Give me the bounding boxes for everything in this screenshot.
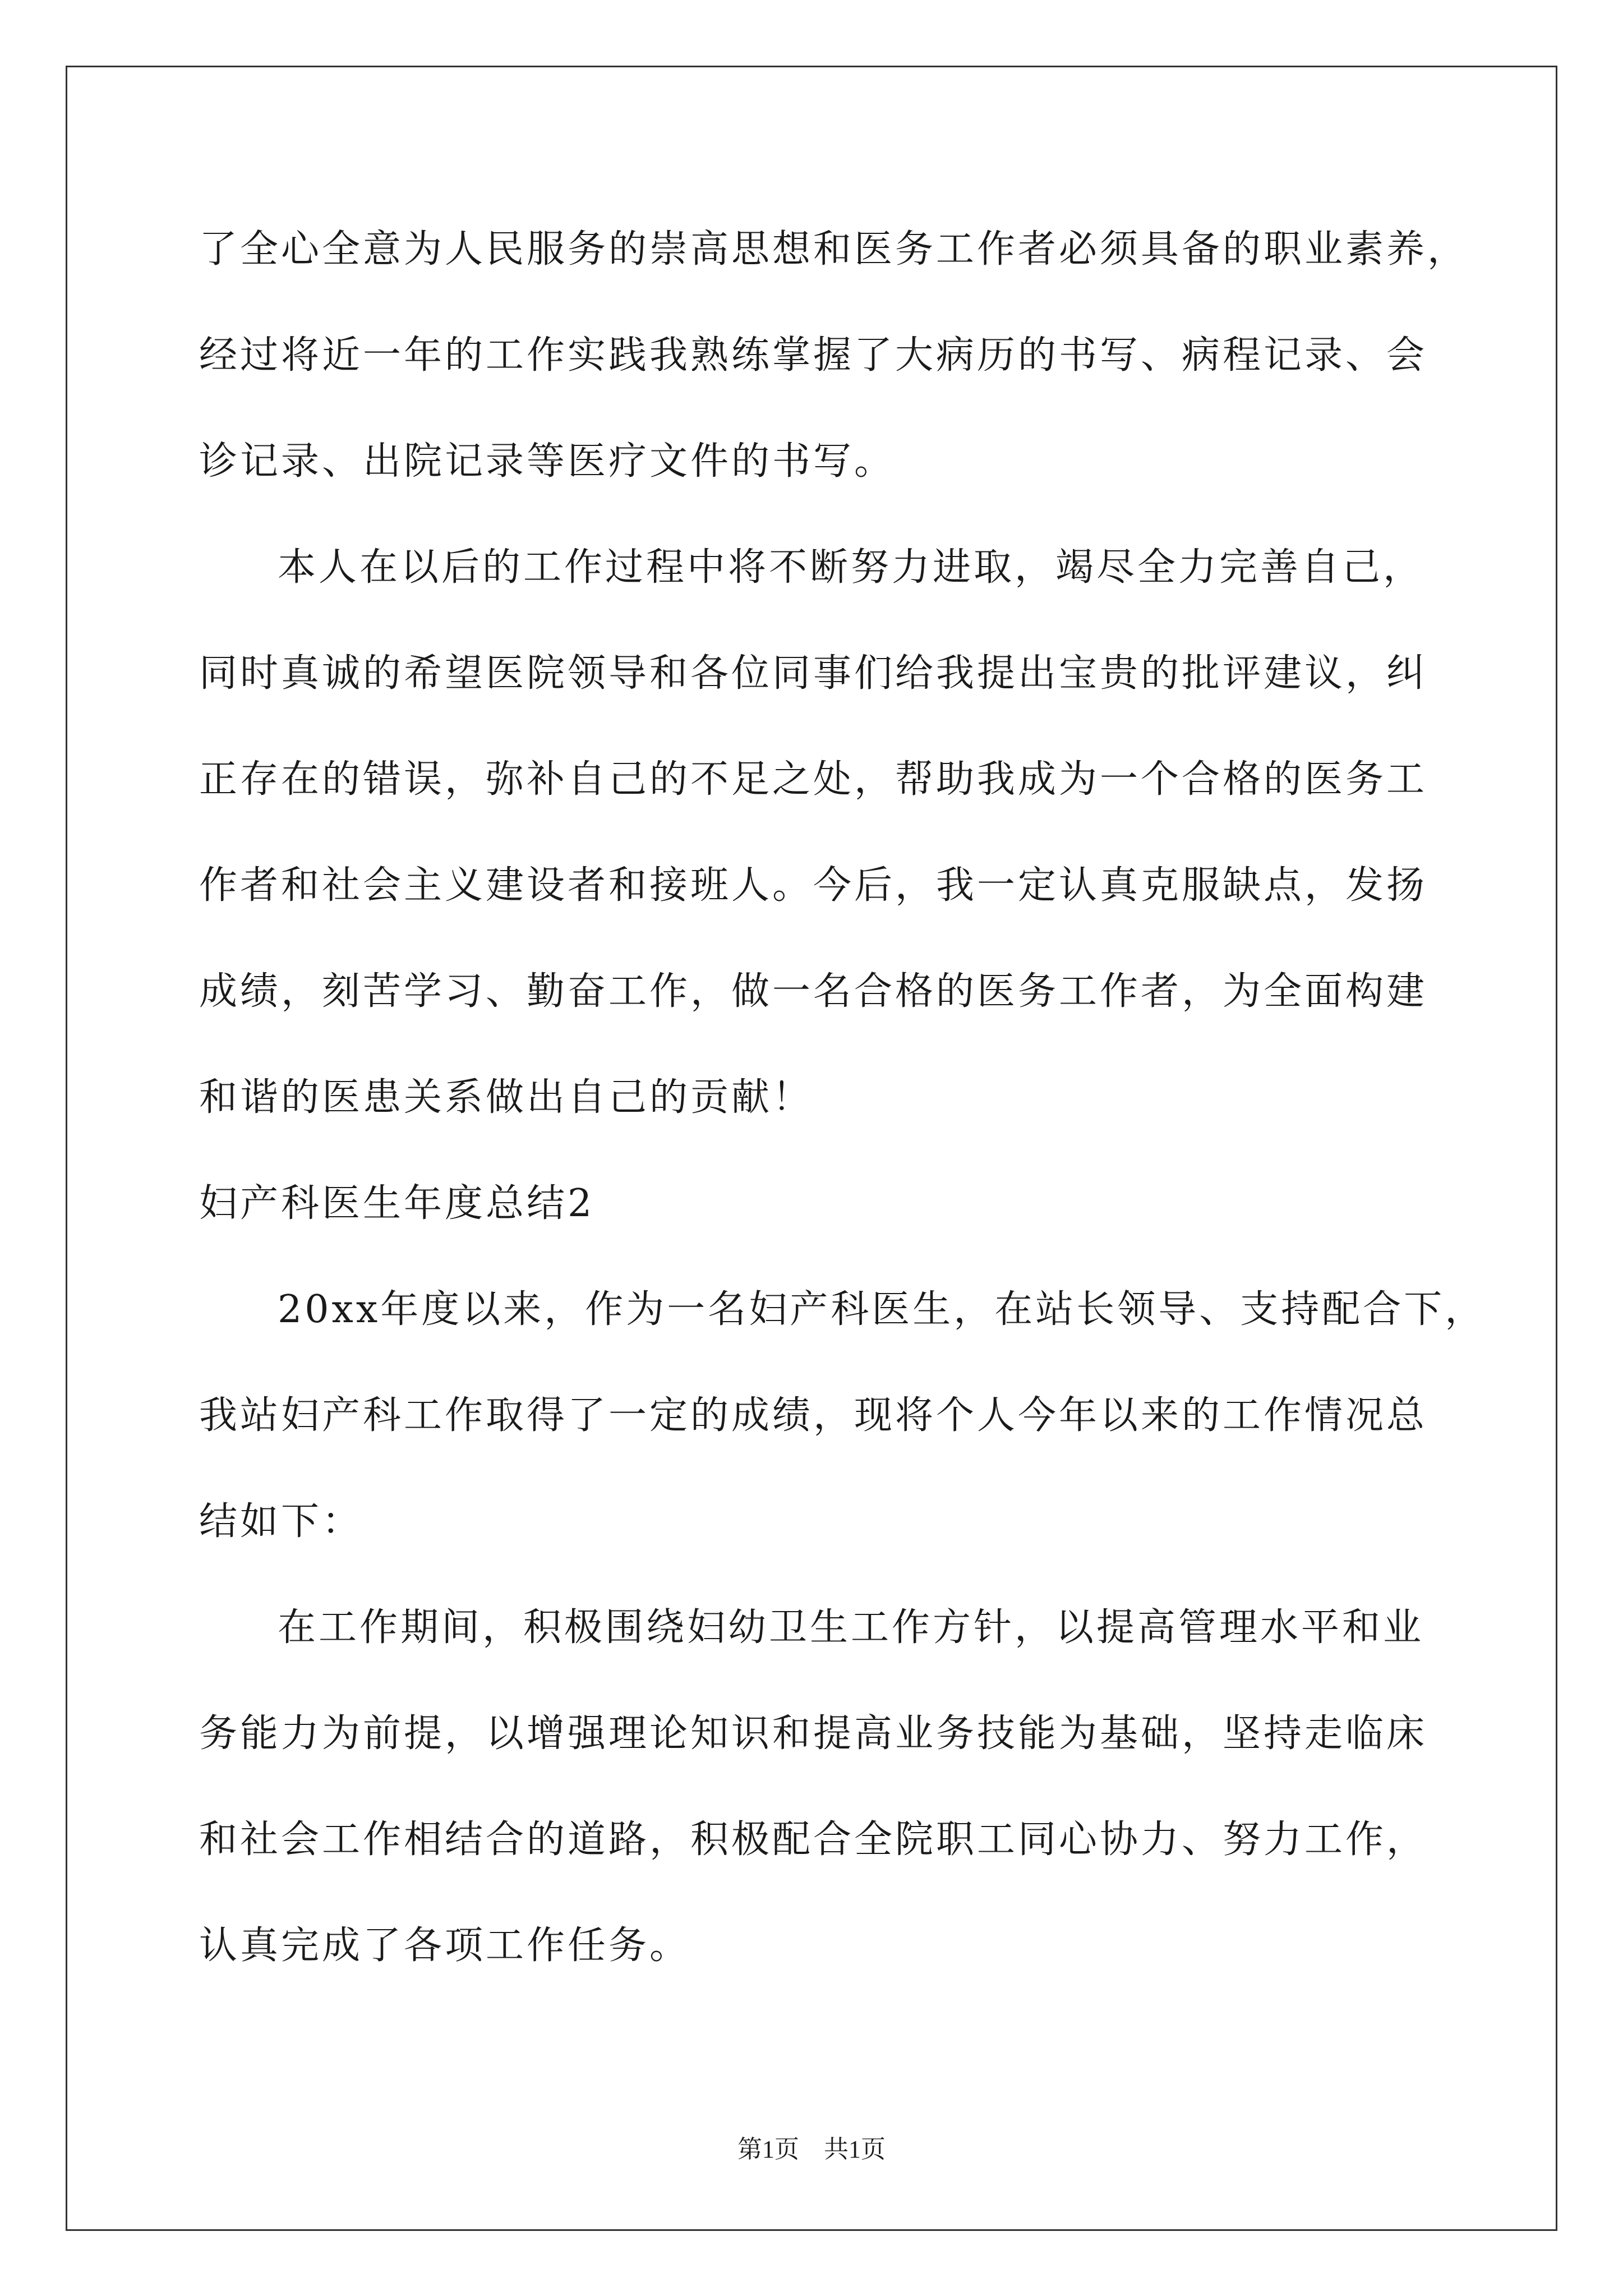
paragraph-line: 和谐的医患关系做出自己的贡献！	[199, 1075, 814, 1120]
section-heading: 妇产科医生年度总结2	[199, 1181, 595, 1226]
paragraph-line: 成绩，刻苦学习、勤奋工作，做一名合格的医务工作者，为全面构建	[199, 969, 1428, 1014]
paragraph-line: 了全心全意为人民服务的崇高思想和医务工作者必须具备的职业素养，	[199, 227, 1469, 272]
paragraph-line: 正存在的错误，弥补自己的不足之处，帮助我成为一个合格的医务工	[199, 757, 1428, 802]
paragraph-line: 认真完成了各项工作任务。	[199, 1924, 691, 1968]
paragraph-line: 同时真诚的希望医院领导和各位同事们给我提出宝贵的批评建议，纠	[199, 651, 1428, 696]
paragraph-line: 务能力为前提，以增强理论知识和提高业务技能为基础，坚持走临床	[199, 1711, 1428, 1756]
document-body	[199, 196, 1486, 1999]
paragraph-line: 经过将近一年的工作实践我熟练掌握了大病历的书写、病程记录、会	[199, 333, 1428, 378]
paragraph-line: 作者和社会主义建设者和接班人。今后，我一定认真克服缺点，发扬	[199, 863, 1428, 908]
paragraph-line: 我站妇产科工作取得了一定的成绩，现将个人今年以来的工作情况总	[199, 1393, 1428, 1438]
paragraph-line: 和社会工作相结合的道路，积极配合全院职工同心协力、努力工作，	[199, 1818, 1428, 1862]
paragraph-line: 本人在以后的工作过程中将不断努力进取，竭尽全力完善自己，	[278, 545, 1424, 590]
paragraph-line: 在工作期间，积极围绕妇幼卫生工作方针，以提高管理水平和业	[278, 1605, 1424, 1650]
paragraph-line: 结如下：	[199, 1499, 363, 1544]
page-footer: 第1页 共1页	[737, 2136, 886, 2163]
paragraph-line: 20xx年度以来，作为一名妇产科医生，在站长领导、支持配合下，	[278, 1287, 1486, 1332]
paragraph-line: 诊记录、出院记录等医疗文件的书写。	[199, 439, 896, 484]
